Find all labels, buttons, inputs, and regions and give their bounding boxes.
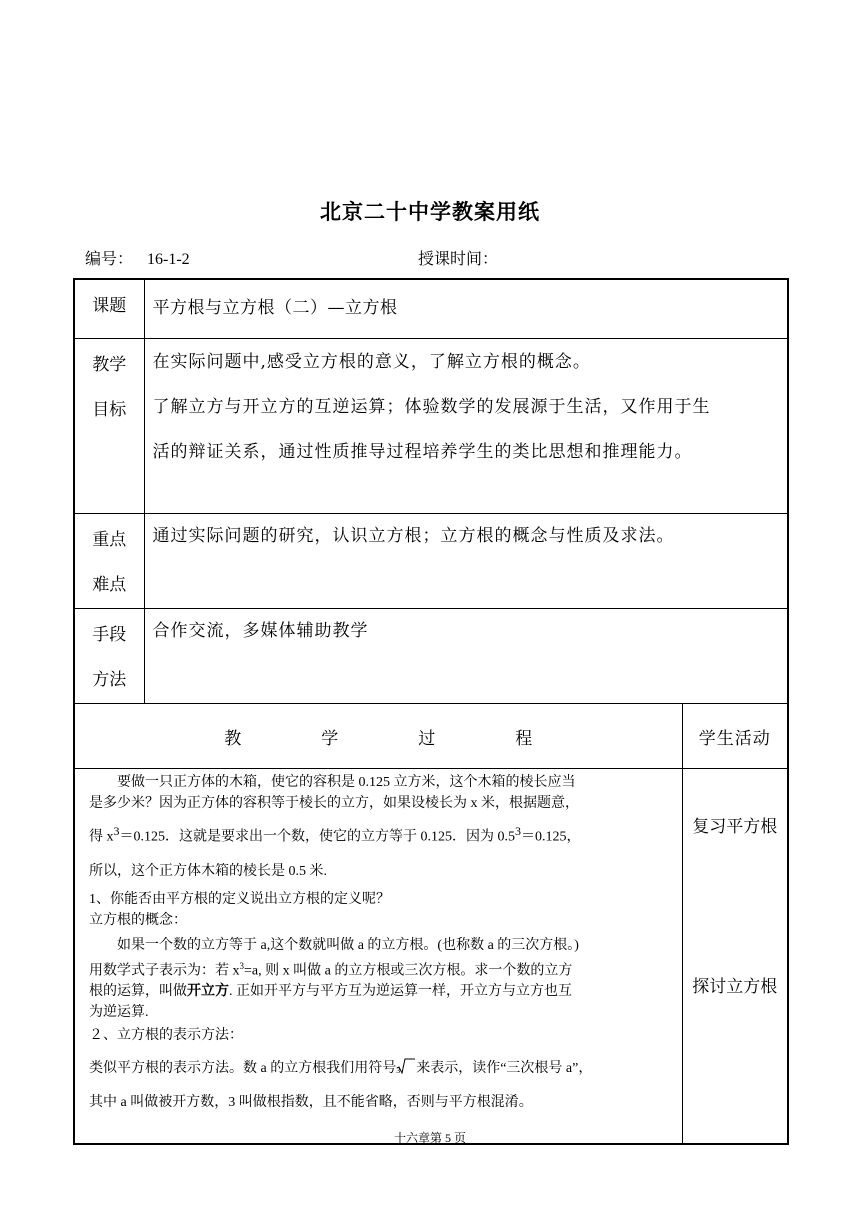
subject-text: 平方根与立方根（二）—立方根 xyxy=(152,298,398,318)
subject-label: 课题 xyxy=(92,296,127,316)
goal-line-3: 活的辩证关系，通过性质推导过程培养学生的类比思想和推理能力。 xyxy=(152,442,693,462)
goals-row xyxy=(74,339,788,514)
goals-label-2: 目标 xyxy=(92,400,127,420)
subject-label-cell xyxy=(74,279,144,339)
subject-row xyxy=(74,279,788,339)
definition-line-3 xyxy=(89,981,674,1002)
definition-line-4: 为逆运算. xyxy=(89,1005,149,1021)
process-char-4: 程 xyxy=(515,728,533,749)
teaching-process-header xyxy=(74,704,682,769)
subject-cell xyxy=(144,279,788,339)
intro-eq-mid: ＝0.125．这就是要求出一个数，使它的立方等于 0.125．因为 0.5 xyxy=(119,829,515,845)
process-char-3: 过 xyxy=(418,728,436,749)
student-activity-header: 学生活动 xyxy=(682,704,788,769)
goal-line-2: 了解立方与开立方的互逆运算；体验数学的发展源于生活，又作用于生 xyxy=(152,397,711,417)
definition-line-3-post: . 正如开平方与平方互为逆运算一样，开立方与立方也互 xyxy=(229,984,572,1000)
process-content-cell xyxy=(74,769,682,1145)
intro-eq-post: ＝0.125， xyxy=(521,829,581,845)
process-body-row xyxy=(74,769,788,1145)
activity-explore: 探讨立方根 xyxy=(692,977,778,997)
focus-label-cell xyxy=(74,514,144,609)
intro-line-1: 要做一只正方体的木箱，使它的容积是 0.125 立方米，这个木箱的棱长应当 xyxy=(117,775,576,790)
focus-text: 通过实际问题的研究，认识立方根；立方根的概念与性质及求法。 xyxy=(152,526,675,546)
representation-line-2: 其中 a 叫做被开方数，3 叫做根指数，且不能省略，否则与平方根混淆。 xyxy=(89,1095,533,1111)
question-2: ２、立方根的表示方法： xyxy=(89,1028,243,1044)
question-1: 1、你能否由平方根的定义说出立方根的定义呢？ xyxy=(89,891,390,907)
goal-line-1: 在实际问题中,感受立方根的意义，了解立方根的概念。 xyxy=(152,352,591,372)
code-field xyxy=(85,246,190,269)
lesson-time-label: 授课时间： xyxy=(418,249,499,268)
goals-label-1: 教学 xyxy=(92,355,127,375)
intro-eq-pre: 得 x xyxy=(89,829,114,845)
definition-line-1: 如果一个数的立方等于 a,这个数就叫做 a 的立方根。(也称数 a 的三次方根。) xyxy=(117,937,579,953)
cube-root-symbol-icon xyxy=(396,1058,416,1074)
method-label-2: 方法 xyxy=(92,670,127,690)
method-text: 合作交流，多媒体辅助教学 xyxy=(152,621,369,641)
code-label: 编号： xyxy=(85,249,134,268)
intro-eq-exp2: 3 xyxy=(515,824,521,838)
activity-review: 复习平方根 xyxy=(692,817,778,837)
process-char-1: 教 xyxy=(224,728,242,749)
focus-label-2: 难点 xyxy=(92,575,127,595)
lesson-plan-table xyxy=(73,278,789,1145)
concept-title: 立方根的概念： xyxy=(89,912,187,928)
method-cell xyxy=(144,609,788,704)
root-index: 3 xyxy=(396,1066,401,1076)
focus-row xyxy=(74,514,788,609)
focus-cell xyxy=(144,514,788,609)
method-row xyxy=(74,609,788,704)
page-title: 北京二十中学教案用纸 xyxy=(320,200,540,224)
method-label-1: 手段 xyxy=(92,625,127,645)
radical-sign-icon xyxy=(396,1058,416,1074)
representation-line-1 xyxy=(89,1052,674,1086)
process-header-row xyxy=(74,704,788,769)
student-activity-cell xyxy=(682,769,788,1145)
intro-eq-exp: 3 xyxy=(113,824,120,838)
definition-term: 开立方 xyxy=(187,984,229,1000)
definition-line-2-post: =a, 则 x 叫做 a 的立方根或三次方根。求一个数的立方 xyxy=(244,963,573,979)
goals-cell xyxy=(144,339,788,514)
representation-post: 来表示，读作“三次根号 a”， xyxy=(416,1061,593,1077)
representation-pre: 类似平方根的表示方法。数 a 的立方根我们用符号 xyxy=(89,1061,397,1077)
intro-line-2: 是多少米？因为正方体的容积等于棱长的立方，如果设棱长为 x 米，根据题意， xyxy=(89,796,579,811)
goals-label-cell xyxy=(74,339,144,514)
method-label-cell xyxy=(74,609,144,704)
page-footer: 十六章第 5 页 xyxy=(393,1131,466,1145)
intro-line-4: 所以，这个正方体木箱的棱长是 0.5 米. xyxy=(89,863,327,879)
definition-line-2-exp: 3 xyxy=(239,960,244,971)
code-value: 16-1-2 xyxy=(147,251,190,268)
definition-line-3-pre: 根的运算，叫做 xyxy=(89,984,187,1000)
definition-line-2-pre: 用数学式子表示为：若 x xyxy=(89,963,240,979)
intro-line-3 xyxy=(89,814,674,855)
definition-line-2 xyxy=(89,956,674,982)
process-char-2: 学 xyxy=(321,728,339,749)
focus-label-1: 重点 xyxy=(92,530,127,550)
